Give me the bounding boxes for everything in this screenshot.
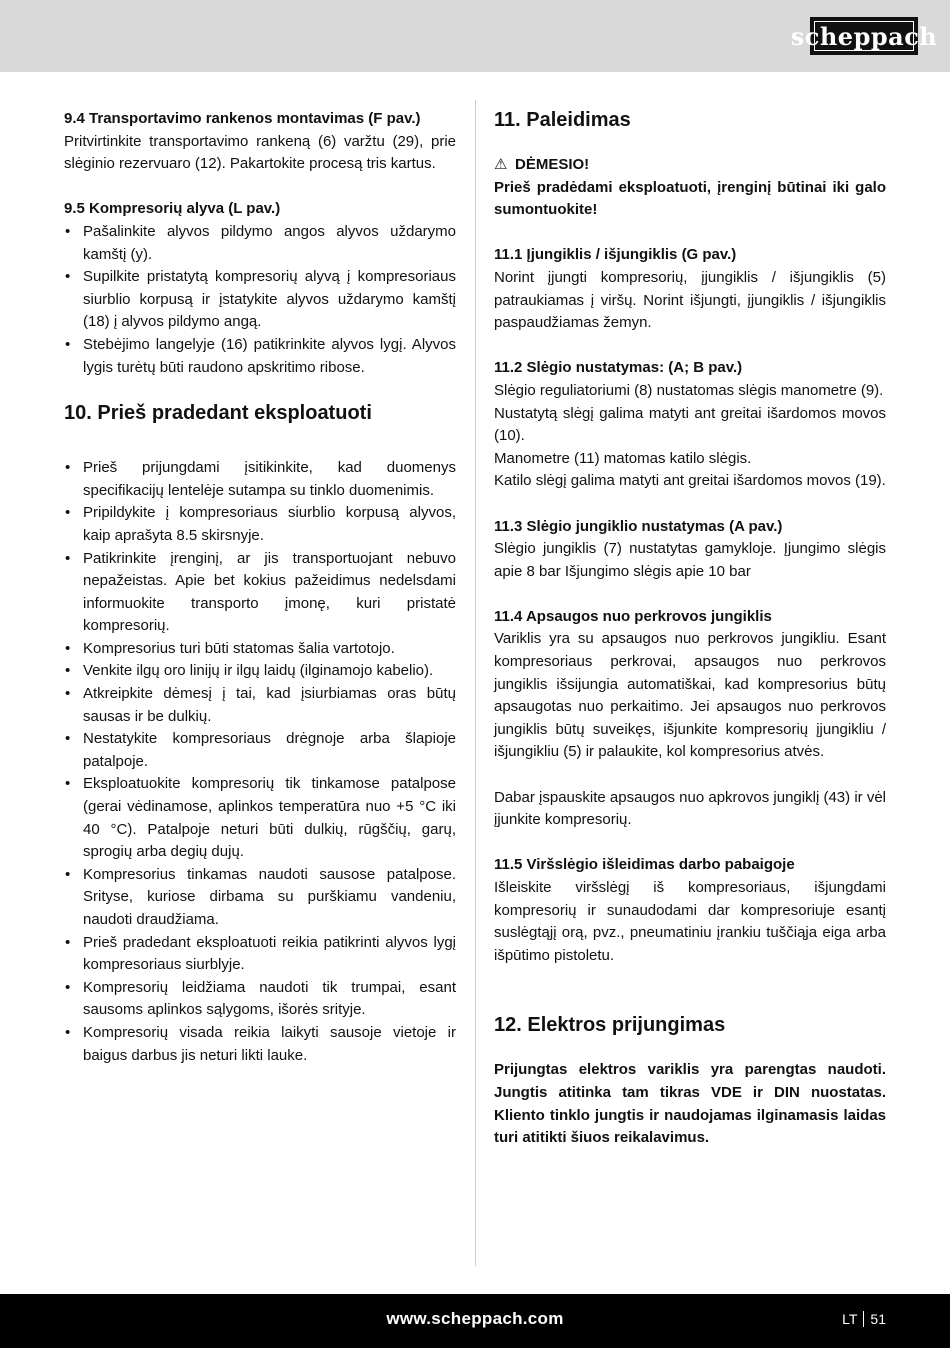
footer-url: www.scheppach.com [386, 1309, 564, 1328]
section-10-heading: 10. Prieš pradedant eksploatuoti [64, 402, 372, 425]
section-11-2-line: Manometre (11) matomas katilo slėgis. [494, 449, 752, 467]
list-item: • Kompresorių leidžiama naudoti tik trumpai, esant sausoms aplinkos sąlygoms, išorės srityje. [64, 977, 456, 1022]
section-11-1-title: 11.1 Įjungiklis / išjungiklis (G pav.) [494, 246, 737, 264]
list-item: • Kompresorių visada reikia laikyti sausoje vietoje ir baigus darbus jis neturi likti lauke. [64, 1022, 456, 1067]
list-item: • Pašalinkite alyvos pildymo angos alyvos uždarymo kamštį (y). [64, 221, 456, 266]
column-divider [475, 100, 476, 1266]
warning-triangle-icon: ⚠ [494, 156, 508, 173]
page-header [0, 0, 950, 72]
right-column [494, 108, 886, 1150]
section-9-4-title: 9.4 Transportavimo rankenos montavimas (F pav.) [64, 110, 421, 127]
section-9-4-text: Pritvirtinkite transportavimo rankeną (6) varžtu (29), prie slėginio rezervuaro (12). Pakartokite procesą tris kartus. [64, 132, 456, 173]
warning-label [494, 154, 886, 177]
list-item: • Kompresorius tinkamas naudoti sausose patalpose. Srityse, kuriose dirbama su purškiamu vandeniu, naudoti draudžiama. [64, 864, 456, 932]
section-11-4-text-2: Dabar įspauskite apsaugos nuo apkrovos jungiklį (43) ir vėl įjunkite kompresorių. [494, 788, 886, 829]
section-11-2-line: Nustatytą slėgį galima matyti ant greitai išardomos movos (10). [494, 404, 886, 445]
language-code: LT [842, 1311, 858, 1327]
list-item: • Venkite ilgų oro linijų ir ilgų laidų (ilginamojo kabelio). [64, 660, 456, 683]
warning-label-text: DĖMESIO! [515, 156, 590, 173]
section-11-2-title: 11.2 Slėgio nustatymas: (A; B pav.) [494, 359, 743, 377]
section-11-3-title: 11.3 Slėgio jungiklio nustatymas (A pav.) [494, 517, 783, 535]
section-11-heading: 11. Paleidimas [494, 109, 631, 131]
section-12-heading: 12. Elektros prijungimas [494, 1014, 726, 1037]
section-10-list [64, 457, 456, 1067]
section-9-5-title: 9.5 Kompresorių alyva (L pav.) [64, 200, 281, 218]
list-item: • Pripildykite į kompresoriaus siurblio korpusą alyvos, kaip aprašyta 8.5 skirsnyje. [64, 502, 456, 547]
section-9-5-list [64, 221, 456, 379]
list-item: • Atkreipkite dėmesį į tai, kad įsiurbiamas oras būtų sausas ir be dulkių. [64, 683, 456, 728]
section-11-3-text: Slėgio jungiklis (7) nustatytas gamykloje. Įjungimo slėgis apie 8 bar Išjungimo slėgis apie 10 bar [494, 540, 886, 580]
list-item: • Kompresorius turi būti statomas šalia vartotojo. [64, 638, 456, 661]
page-number [842, 1311, 886, 1327]
section-11-5-title: 11.5 Viršslėgio išleidimas darbo pabaigoje [494, 856, 795, 874]
list-item: • Supilkite pristatytą kompresorių alyvą į kompresoriaus siurblio korpusą ir įstatykite alyvos uždarymo kamštį (18) į alyvos pildymo angą. [64, 266, 456, 334]
list-item: • Prieš pradedant eksploatuoti reikia patikrinti alyvos lygį kompresoriaus siurblyje. [64, 932, 456, 977]
list-item: • Patikrinkite įrenginį, ar jis transportuojant nebuvo nepažeistas. Apie bet kokius pažeidimus nedelsdami informuokite transporto įmonę, kuri pristatė kompresorių. [64, 548, 456, 638]
section-11-4-title: 11.4 Apsaugos nuo perkrovos jungiklis [494, 607, 772, 625]
section-11-4-text: Variklis yra su apsaugos nuo perkrovos jungikliu. Esant kompresoriaus perkrovai, apsaugos nuo perkrovos jungiklis išsijungia automatiškai, kad kompresorius būtų apsaugotas nuo perkaitimo. Jei apsaugos nuo perkrovos jungiklis būtų suveikęs, išjunkite kompresorių įjungikliu / išjungikliu (5) ir palaukite, kol kompresorius atvės. [494, 630, 886, 761]
list-item: • Prieš prijungdami įsitikinkite, kad duomenys specifikacijų lentelėje sutampa su tinklo duomenimis. [64, 457, 456, 502]
warning-text: Prieš pradėdami eksploatuoti, įrenginį būtinai iki galo sumontuokite! [494, 178, 886, 219]
list-item: • Eksploatuokite kompresorių tik tinkamose patalpose (gerai vėdinamose, aplinkos temperatūra nuo +5 °C iki 40 °C). Patalpoje neturi būti dulkių, rūgščių, garų, sprogių arba degių dujų. [64, 773, 456, 863]
footer-separator [863, 1311, 864, 1327]
section-12-text: Prijungtas elektros variklis yra parengtas naudoti. Jungtis atitinka tam tikras VDE ir DIN nuostatas. Kliento tinklo jungtis ir naudojamas ilginamasis laidas turi atitikti šiuos reikalavimus. [494, 1061, 886, 1147]
list-item: • Nestatykite kompresoriaus drėgnoje arba šlapioje patalpoje. [64, 728, 456, 773]
section-11-2-line: Slėgio reguliatoriumi (8) nustatomas slėgis manometre (9). [494, 381, 884, 399]
scheppach-logo: scheppach [810, 17, 918, 55]
section-11-2-line: Katilo slėgį galima matyti ant greitai išardomos movos (19). [494, 472, 886, 490]
section-11-5-text: Išleiskite viršslėgį iš kompresoriaus, išjungdami kompresorių ir sunaudodami dar kompresoriuje esantį suslėgtąjį orą, pvz., pneumatiniu įrankiu tuščiąja eiga arba išpūtimo pistoletu. [494, 879, 886, 964]
section-11-1-text: Norint įjungti kompresorių, įjungiklis / išjungiklis (5) patraukiamas į viršų. Norint išjungti, įjungiklis / išjungiklis paspaudžiamas žemyn. [494, 268, 886, 332]
list-item: • Stebėjimo langelyje (16) patikrinkite alyvos lygį. Alyvos lygis turėtų būti raudono apskritimo ribose. [64, 334, 456, 379]
page-number-value: 51 [870, 1311, 886, 1327]
left-column [64, 108, 456, 1067]
page-footer [0, 1294, 950, 1348]
